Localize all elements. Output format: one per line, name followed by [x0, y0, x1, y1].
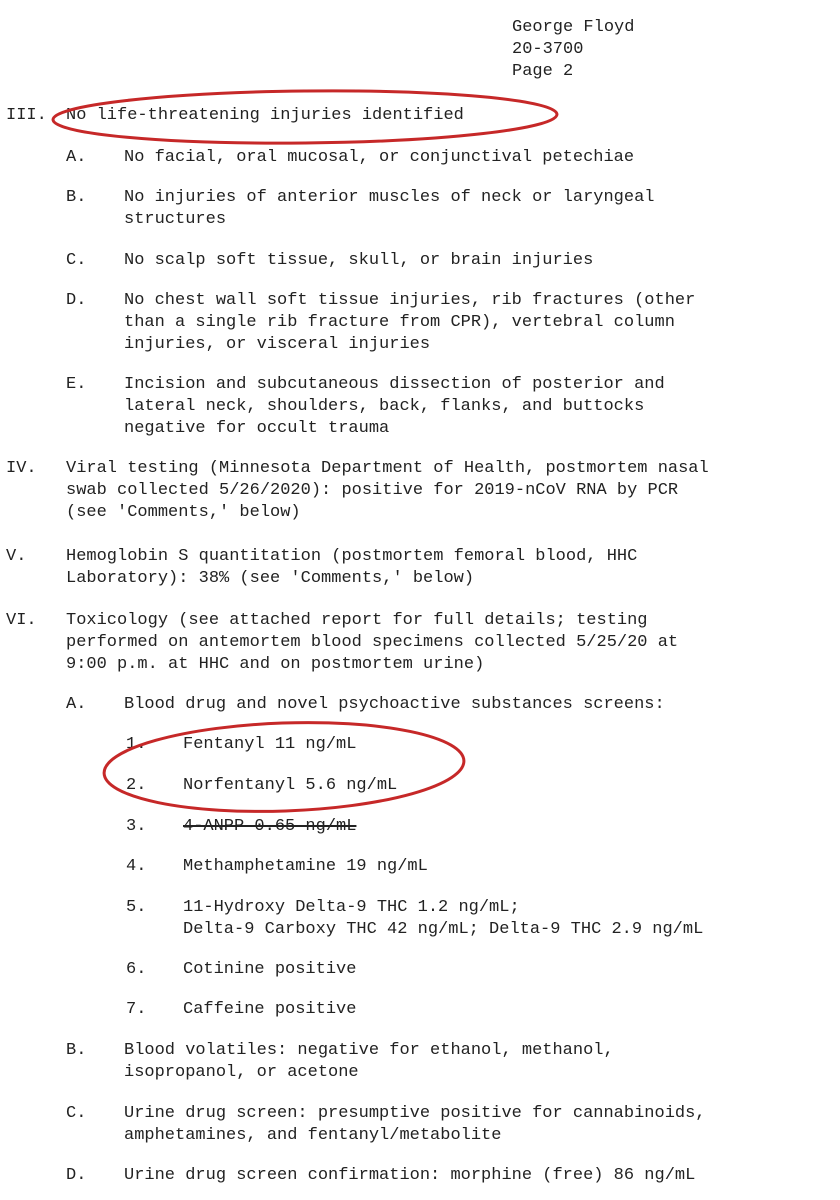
header-name: George Floyd	[512, 18, 635, 37]
drug-item-number: 7.	[126, 1000, 147, 1019]
item-iii-b-letter: B.	[66, 188, 87, 207]
item-iii-d-text: than a single rib fracture from CPR), vertebral column	[124, 313, 675, 332]
item-vi-b-letter: B.	[66, 1041, 87, 1060]
drug-item-number: 5.	[126, 898, 147, 917]
drug-item-number: 1.	[126, 735, 147, 754]
section-iii-numeral: III.	[6, 106, 47, 125]
section-vi-text: performed on antemortem blood specimens collected 5/25/20 at	[66, 633, 679, 652]
header-page-number: Page 2	[512, 62, 574, 81]
item-vi-b-text: isopropanol, or acetone	[124, 1063, 359, 1082]
section-v-text: Laboratory): 38% (see 'Comments,' below)	[66, 569, 475, 588]
section-vi-text: 9:00 p.m. at HHC and on postmortem urine)	[66, 655, 485, 674]
item-iii-a-letter: A.	[66, 148, 87, 167]
item-iii-c-letter: C.	[66, 251, 87, 270]
item-vi-b-text: Blood volatiles: negative for ethanol, methanol,	[124, 1041, 614, 1060]
drug-item-cotinine: Cotinine positive	[183, 960, 357, 979]
item-iii-e-text: lateral neck, shoulders, back, flanks, and buttocks	[124, 397, 645, 416]
section-v-numeral: V.	[6, 547, 27, 566]
item-iii-a-text: No facial, oral mucosal, or conjunctival petechiae	[124, 148, 635, 167]
drug-item-thc: 11-Hydroxy Delta-9 THC 1.2 ng/mL;	[183, 898, 520, 917]
item-iii-d-text: No chest wall soft tissue injuries, rib fractures (other	[124, 291, 696, 310]
item-vi-a-title: Blood drug and novel psychoactive substances screens:	[124, 695, 665, 714]
section-v-text: Hemoglobin S quantitation (postmortem femoral blood, HHC	[66, 547, 638, 566]
section-iii-title: No life-threatening injuries identified	[66, 106, 464, 125]
drug-item-number: 6.	[126, 960, 147, 979]
drug-item-fentanyl: Fentanyl 11 ng/mL	[183, 735, 357, 754]
section-iv-text: (see 'Comments,' below)	[66, 503, 301, 522]
item-iii-e-letter: E.	[66, 375, 87, 394]
item-iii-b-text: No injuries of anterior muscles of neck or laryngeal	[124, 188, 655, 207]
drug-item-4-anpp: 4-ANPP 0.65 ng/mL	[183, 817, 357, 836]
drug-item-number: 2.	[126, 776, 147, 795]
section-vi-text: Toxicology (see attached report for full details; testing	[66, 611, 648, 630]
section-vi-numeral: VI.	[6, 611, 37, 630]
item-iii-e-text: Incision and subcutaneous dissection of posterior and	[124, 375, 665, 394]
item-iii-e-text: negative for occult trauma	[124, 419, 390, 438]
drug-item-caffeine: Caffeine positive	[183, 1000, 357, 1019]
item-vi-c-text: amphetamines, and fentanyl/metabolite	[124, 1126, 502, 1145]
item-vi-d-text: Urine drug screen confirmation: morphine (free) 86 ng/mL	[124, 1166, 696, 1185]
item-vi-c-text: Urine drug screen: presumptive positive for cannabinoids,	[124, 1104, 706, 1123]
section-iv-text: swab collected 5/26/2020): positive for 2019-nCoV RNA by PCR	[66, 481, 679, 500]
drug-item-thc: Delta-9 Carboxy THC 42 ng/mL; Delta-9 THC 2.9 ng/mL	[183, 920, 704, 939]
item-vi-a-letter: A.	[66, 695, 87, 714]
section-iv-numeral: IV.	[6, 459, 37, 478]
drug-item-norfentanyl: Norfentanyl 5.6 ng/mL	[183, 776, 398, 795]
item-iii-d-letter: D.	[66, 291, 87, 310]
header-case-number: 20-3700	[512, 40, 584, 59]
item-vi-c-letter: C.	[66, 1104, 87, 1123]
drug-item-number: 3.	[126, 817, 147, 836]
section-iv-text: Viral testing (Minnesota Department of Health, postmortem nasal	[66, 459, 709, 478]
item-iii-d-text: injuries, or visceral injuries	[124, 335, 431, 354]
drug-item-methamphetamine: Methamphetamine 19 ng/mL	[183, 857, 428, 876]
item-iii-b-text: structures	[124, 210, 227, 229]
annotation-circle-fentanyl	[103, 717, 466, 818]
item-vi-d-letter: D.	[66, 1166, 87, 1185]
drug-item-number: 4.	[126, 857, 147, 876]
item-iii-c-text: No scalp soft tissue, skull, or brain injuries	[124, 251, 594, 270]
